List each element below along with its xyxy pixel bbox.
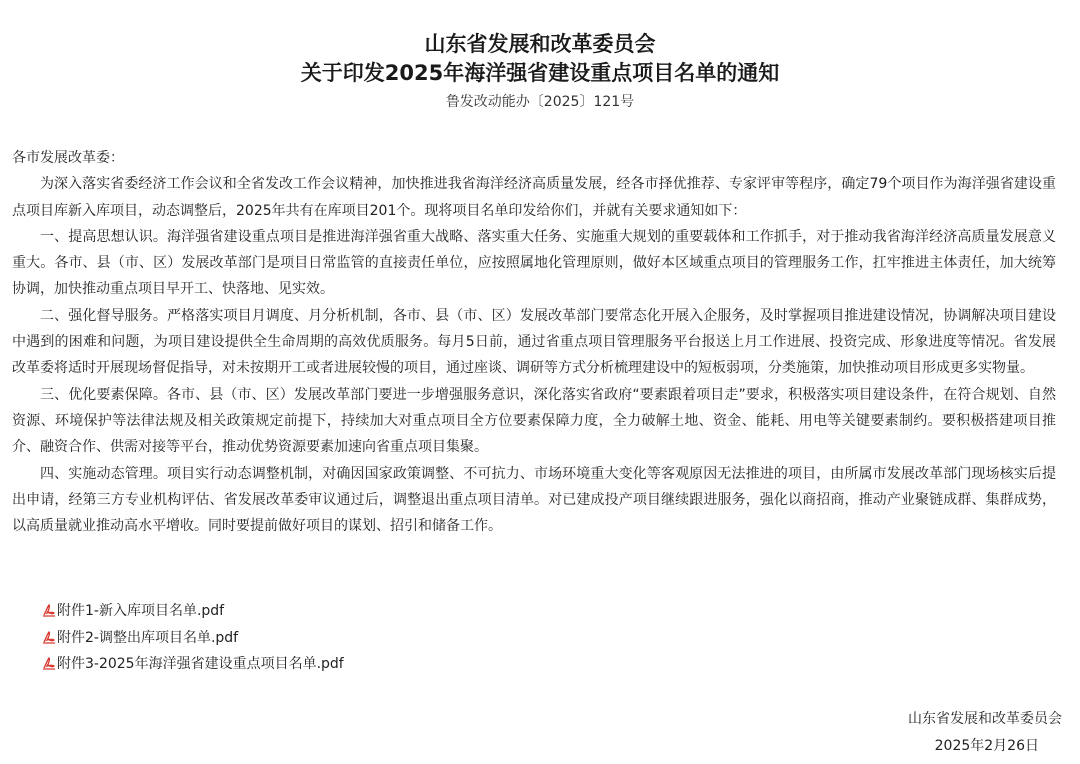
page-title-line2: 关于印发2025年海洋强省建设重点项目名单的通知	[300, 61, 780, 85]
document-number: 鲁发改动能办〔2025〕121号	[445, 94, 635, 110]
paragraph-1: 一、提高思想认识。海洋强省建设重点项目是推进海洋强省重大战略、落实重大任务、实施重大规划的重要载体和工作抓手，对于推动我省海洋经济高质量发展意义重大。各市、县（市、区）发展改革部门是项目日常监管的直接责任单位，应按照属地化管理原则，做好本区域重点项目的管理服务工作，扛牢推进主体责任，加大统筹协调，加快推动重点项目早开工、快落地、见实效。	[12, 228, 1056, 298]
signature-date: 2025年2月26日	[934, 737, 1039, 754]
pdf-icon	[42, 656, 56, 670]
paragraph-3: 三、优化要素保障。各市、县（市、区）发展改革部门要进一步增强服务意识，深化落实省政府“要素跟着项目走”要求，积极落实项目建设条件，在符合规划、自然资源、环境保护等法律法规及相关政策规定前提下，持续加大对重点项目全方位要素保障力度，全力破解土地、资金、能耗、用电等关键要素制约。要积极搭建项目推介、融资合作、供需对接等平台，推动优势资源要素加速向省重点项目集聚。	[12, 386, 1056, 456]
attachment-list	[42, 598, 344, 678]
attachment-link-3[interactable]	[42, 651, 344, 678]
attachment-label: 附件3-2025年海洋强省建设重点项目名单.pdf	[57, 656, 344, 672]
signature-organization: 山东省发展和改革委员会	[908, 711, 1062, 727]
notice-body	[12, 145, 1056, 539]
attachment-label: 附件2-调整出库项目名单.pdf	[57, 629, 239, 646]
attachment-link-1[interactable]	[42, 598, 344, 625]
paragraph-4: 四、实施动态管理。项目实行动态调整机制，对确因国家政策调整、不可抗力、市场环境重大变化等客观原因无法推进的项目，由所属市发展改革部门现场核实后提出申请，经第三方专业机构评估、省发展改革委审议通过后，调整退出重点项目清单。对已建成投产项目继续跟进服务，强化以商招商，推动产业聚链成群、集群成势，以高质量就业推动高水平增收。同时要提前做好项目的谋划、招引和储备工作。	[12, 465, 1056, 535]
attachment-label: 附件1-新入库项目名单.pdf	[57, 603, 225, 619]
paragraph-2: 二、强化督导服务。严格落实项目月调度、月分析机制，各市、县（市、区）发展改革部门要常态化开展入企服务，及时掌握项目推进建设情况，协调解决项目建设中遇到的困难和问题，为项目建设提供全生命周期的高效优质服务。每月5日前，通过省重点项目管理服务平台报送上月工作进展、投资完成、形象进度等情况。省发展改革委将适时开展现场督促指导，对未按期开工或者进展较慢的项目，通过座谈、调研等方式分析梳理建设中的短板弱项，分类施策，加快推动项目形成更多实物量。	[12, 307, 1056, 377]
pdf-icon	[42, 630, 56, 644]
salutation: 各市发展改革委：	[12, 150, 124, 166]
signature-block	[862, 706, 1062, 759]
pdf-icon	[42, 603, 56, 617]
attachment-link-2[interactable]	[42, 625, 344, 652]
paragraph-intro: 为深入落实省委经济工作会议和全省发改工作会议精神，加快推进我省海洋经济高质量发展，经各市择优推荐、专家评审等程序，确定79个项目作为海洋强省建设重点项目库新入库项目，动态调整后，2025年共有在库项目201个。现将项目名单印发给你们，并就有关要求通知如下：	[12, 176, 1056, 219]
page-title-line1: 山东省发展和改革委员会	[424, 32, 656, 56]
